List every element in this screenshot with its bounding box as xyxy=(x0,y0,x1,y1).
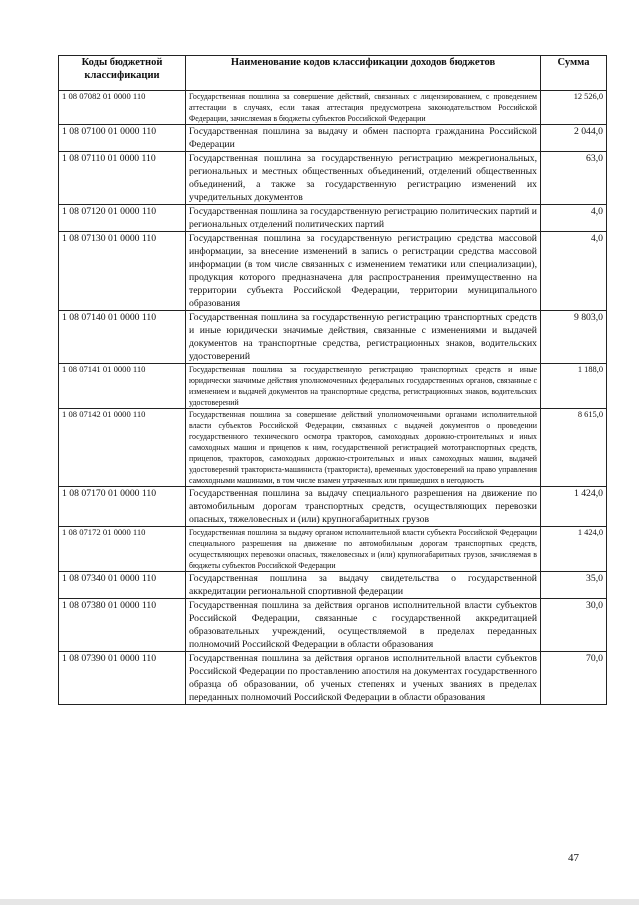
table-row xyxy=(59,91,607,125)
row-code: 1 08 07130 01 0000 110 xyxy=(59,232,186,311)
document-page xyxy=(58,55,606,705)
row-code: 1 08 07380 01 0000 110 xyxy=(59,599,186,652)
table-row xyxy=(59,409,607,487)
row-name: Государственная пошлина за действия органов исполнительной власти субъектов Российской Федерации по проставлению апостиля на документах государственного образца об образовании, об ученых степенях и ученых званиях в пределах переданных полномочий Российской Федерации в области образования xyxy=(186,652,541,705)
table-row xyxy=(59,572,607,599)
row-code: 1 08 07140 01 0000 110 xyxy=(59,311,186,364)
row-name: Государственная пошлина за выдачу свидетельства о государственной аккредитации региональной спортивной федерации xyxy=(186,572,541,599)
row-name: Государственная пошлина за совершение действий уполномоченными органами исполнительной власти субъектов Российской Федерации, связанных с выдачей документов о проведении государственного технического осмотра тракторов, самоходных дорожно-строительных и иных самоходных машин и прицепов к ним, государственной регистрацией мототранспортных средств, прицепов, тракторов, самоходных дорожно-строительных и иных самоходных машин, выдачей удостоверений тракториста-машиниста (тракториста), временных удостоверений на право управления самоходными машинами, в том числе взамен утраченных или пришедших в негодность xyxy=(186,409,541,487)
table-body xyxy=(59,91,607,705)
table-row xyxy=(59,599,607,652)
row-sum: 70,0 xyxy=(541,652,607,705)
header-sum: Сумма xyxy=(541,56,607,91)
header-code: Коды бюджетной классификации xyxy=(59,56,186,91)
row-code: 1 08 07110 01 0000 110 xyxy=(59,152,186,205)
row-name: Государственная пошлина за государственную регистрацию средства массовой информации, за внесение изменений в запись о регистрации средства массовой информации (в том числе связанных с изменением тематики или специализации), продукция которого предназначена для распространения преимущественно на территории субъекта Российской Федерации, территории муниципального образования xyxy=(186,232,541,311)
row-sum: 12 526,0 xyxy=(541,91,607,125)
row-sum: 2 044,0 xyxy=(541,125,607,152)
row-code: 1 08 07120 01 0000 110 xyxy=(59,205,186,232)
row-code: 1 08 07340 01 0000 110 xyxy=(59,572,186,599)
row-code: 1 08 07142 01 0000 110 xyxy=(59,409,186,487)
row-code: 1 08 07390 01 0000 110 xyxy=(59,652,186,705)
row-sum: 1 424,0 xyxy=(541,527,607,572)
page-number: 47 xyxy=(568,852,579,864)
row-sum: 8 615,0 xyxy=(541,409,607,487)
row-name: Государственная пошлина за государственную регистрацию политических партий и региональных отделений политических партий xyxy=(186,205,541,232)
row-sum: 63,0 xyxy=(541,152,607,205)
table-header-row xyxy=(59,56,607,91)
table-row xyxy=(59,527,607,572)
row-code: 1 08 07100 01 0000 110 xyxy=(59,125,186,152)
row-code: 1 08 07082 01 0000 110 xyxy=(59,91,186,125)
table-row xyxy=(59,152,607,205)
row-name: Государственная пошлина за государственную регистрацию транспортных средств и иные юридически значимые действия, связанные с изменениями и выдачей документов на транспортные средства, регистрационных знаков, водительских удостоверений xyxy=(186,311,541,364)
row-name: Государственная пошлина за выдачу и обмен паспорта гражданина Российской Федерации xyxy=(186,125,541,152)
table-row xyxy=(59,311,607,364)
table-row xyxy=(59,125,607,152)
row-name: Государственная пошлина за выдачу специального разрешения на движение по автомобильным дорогам транспортных средств, осуществляющих перевозки опасных, тяжеловесных и (или) крупногабаритных грузов xyxy=(186,487,541,527)
row-code: 1 08 07172 01 0000 110 xyxy=(59,527,186,572)
row-sum: 9 803,0 xyxy=(541,311,607,364)
row-sum: 35,0 xyxy=(541,572,607,599)
row-name: Государственная пошлина за государственную регистрацию межрегиональных, региональных и местных общественных объединений, отделений общественных объединений, а также за государственную регистрацию изменений их учредительных документов xyxy=(186,152,541,205)
table-row xyxy=(59,205,607,232)
row-code: 1 08 07141 01 0000 110 xyxy=(59,364,186,409)
row-name: Государственная пошлина за совершение действий, связанных с лицензированием, с проведением аттестации в случаях, если такая аттестация предусмотрена законодательством Российской Федерации, зачисляемая в бюджеты субъектов Российской Федерации xyxy=(186,91,541,125)
row-sum: 1 424,0 xyxy=(541,487,607,527)
row-sum: 4,0 xyxy=(541,232,607,311)
row-sum: 30,0 xyxy=(541,599,607,652)
row-name: Государственная пошлина за выдачу органом исполнительной власти субъекта Российской Федерации специального разрешения на движение по автомобильным дорогам транспортных средств, осуществляющих перевозки опасных, тяжеловесных и (или) крупногабаритных грузов, зачисляемая в бюджеты субъектов Российской Федерации xyxy=(186,527,541,572)
viewer-bottom-edge xyxy=(0,899,639,905)
row-sum: 4,0 xyxy=(541,205,607,232)
row-sum: 1 188,0 xyxy=(541,364,607,409)
table-row xyxy=(59,232,607,311)
budget-revenue-table xyxy=(58,55,607,705)
header-name: Наименование кодов классификации доходов бюджетов xyxy=(186,56,541,91)
table-row xyxy=(59,364,607,409)
table-row xyxy=(59,652,607,705)
row-name: Государственная пошлина за действия органов исполнительной власти субъектов Российской Федерации, связанные с государственной аккредитацией образовательных учреждений, осуществляемой в пределах переданных полномочий Российской Федерации в области образования xyxy=(186,599,541,652)
row-name: Государственная пошлина за государственную регистрацию транспортных средств и иные юридически значимые действия уполномоченных федеральных государственных органов, связанные с изменением и выдачей документов на транспортные средства, регистрационных знаков, водительских удостоверений xyxy=(186,364,541,409)
row-code: 1 08 07170 01 0000 110 xyxy=(59,487,186,527)
table-row xyxy=(59,487,607,527)
